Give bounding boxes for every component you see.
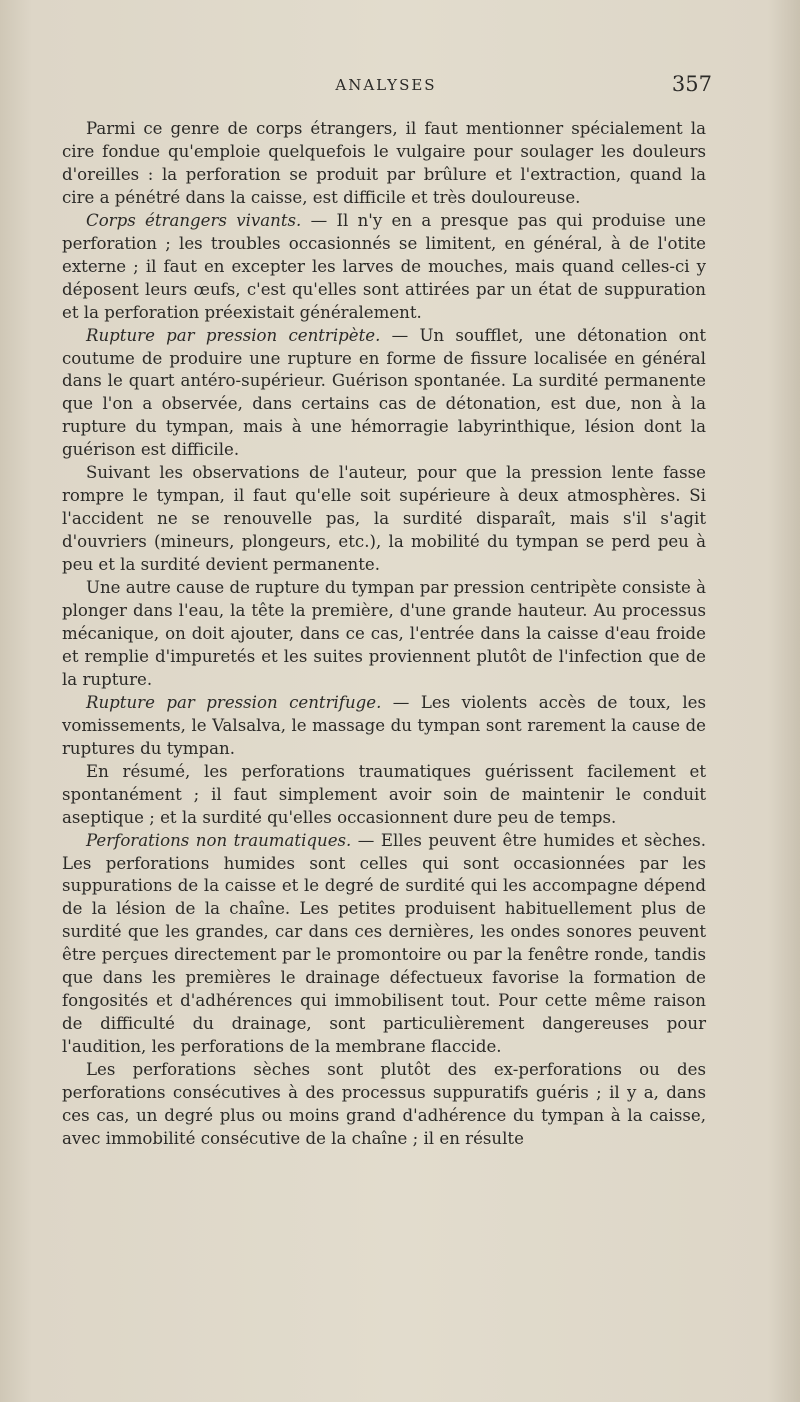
page-number: 357 — [671, 72, 712, 96]
paragraph-text: — Il n'y en a presque pas qui produise une perforation ; les troubles occasionnés se limitent, en général, à de l'otite externe ; il faut en excepter les larves de mouches, mais quand celles-ci y déposent leurs œufs, c'est qu'elles sont attirées par un état de suppuration et la perforation préexistait généralement. — [62, 210, 706, 322]
paragraph-text: — Les violents accès de toux, les vomissements, le Valsalva, le massage du tympan sont rarement la cause de ruptures du tympan. — [62, 692, 707, 758]
paragraph — [62, 692, 706, 761]
paragraph — [62, 118, 706, 210]
paragraph-text: Les perforations sèches sont plutôt des ex-perforations ou des perforations consécutives à des processus suppuratifs guéris ; il y a, dans ces cas, un degré plus ou moins grand d'adhérence du tympan à la caisse, avec immobilité consécutive de la chaîne ; il en résulte — [62, 1060, 706, 1148]
running-title: ANALYSES — [335, 76, 437, 94]
paragraph — [62, 761, 706, 830]
paragraph-text: En résumé, les perforations traumatiques guérissent facilement et spontanément ; il faut simplement avoir soin de maintenir le conduit aseptique ; et la surdité qu'elles occasionnent dure peu de temps. — [62, 761, 706, 827]
paragraph-text: — Un soufflet, une détonation ont coutume de produire une rupture en forme de fissure localisée en général dans le quart antéro-supérieur. Guérison spontanée. La surdité permanente que l'on a observée, dans certains cas de détonation, est due, non à la rupture du tympan, mais à une hémorragie labyrinthique, lésion dont la guérison est difficile. — [62, 325, 706, 460]
paragraph — [62, 577, 706, 692]
paragraph-text: — Elles peuvent être humides et sèches. Les perforations humides sont celles qui sont occasionnées par les suppurations de la caisse et le degré de surdité qui les accompagne dépend de la lésion de la chaîne. Les petites produisent habituellement plus de surdité que les grandes, car dans ces dernières, les ondes sonores peuvent être perçues directement par le promontoire ou par la fenêtre ronde, tandis que dans les premières le drainage défectueux favorise la formation de fongosités et d'adhérences qui immobilisent tout. Pour cette même raison de difficulté du drainage, sont particulièrement dangereuses pour l'audition, les perforations de la membrane flaccide. — [62, 830, 706, 1057]
paragraph-text: Suivant les observations de l'auteur, pour que la pression lente fasse rompre le tympan, il faut qu'elle soit supérieure à deux atmosphères. Si l'accident ne se renouvelle pas, la surdité disparaît, mais s'il s'agit d'ouvriers (mineurs, plongeurs, etc.), la mobilité du tympan se perd peu à peu et la surdité devient permanente. — [62, 463, 706, 575]
paragraph — [62, 325, 706, 463]
section-heading: Rupture par pression centrifuge. — [86, 692, 382, 712]
paragraph-text: Parmi ce genre de corps étrangers, il faut mentionner spécialement la cire fondue qu'emploie quelquefois le vulgaire pour soulager les douleurs d'oreilles : la perforation se produit par brûlure et l'extraction, quand la cire a pénétré dans la caisse, est difficile et très douloureuse. — [62, 119, 706, 207]
paragraph-text: Une autre cause de rupture du tympan par pression centripète consiste à plonger dans l'eau, la tête la première, d'une grande hauteur. Au processus mécanique, on doit ajouter, dans ce cas, l'entrée dans la caisse d'eau froide et remplie d'impuretés et les suites proviennent plutôt de l'infection que de la rupture. — [62, 578, 706, 689]
section-heading: Perforations non traumatiques. — [86, 830, 352, 850]
section-heading: Rupture par pression centripète. — [86, 325, 381, 345]
page-header — [60, 72, 712, 102]
paragraph — [62, 830, 706, 1060]
paragraph — [62, 1059, 706, 1151]
paragraph — [62, 462, 706, 577]
paragraph — [62, 210, 706, 325]
section-heading: Corps étrangers vivants. — [86, 210, 302, 230]
body-text — [62, 118, 706, 1151]
